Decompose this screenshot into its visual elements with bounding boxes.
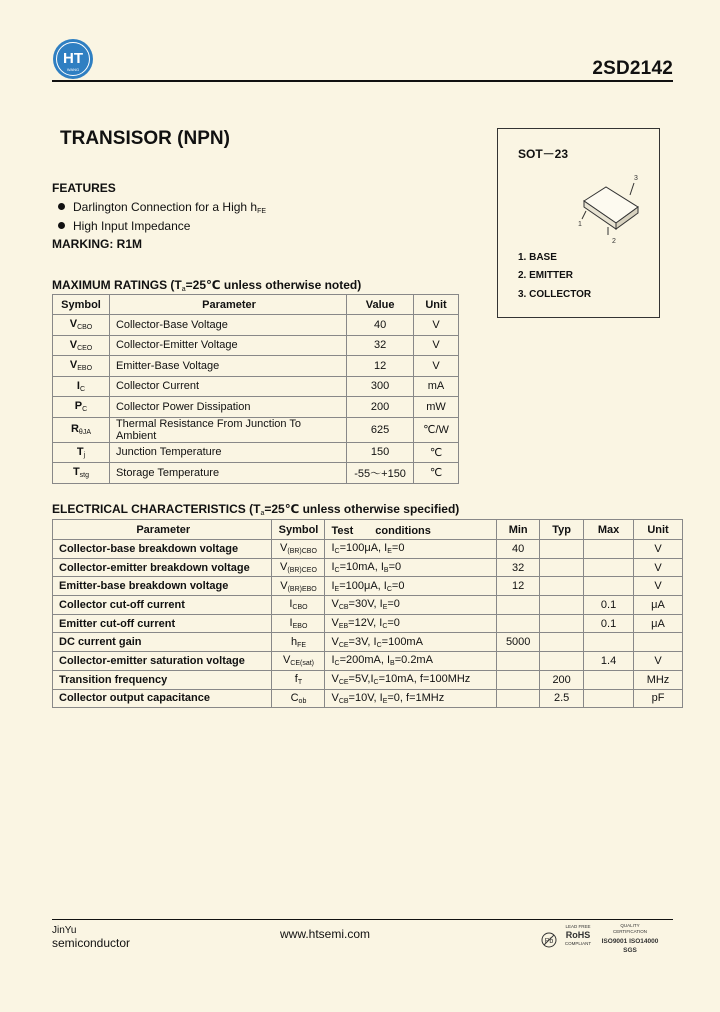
typ-cell	[540, 633, 584, 652]
condition-cell: $V_{EB}=12V$, $I_C=0$	[325, 614, 497, 633]
max-cell	[584, 577, 634, 596]
unit-cell: V	[414, 356, 459, 377]
package-name: SOT－23	[518, 147, 569, 161]
unit-cell: MHz	[634, 670, 683, 689]
symbol-cell: $V_{CE(sat)}$	[272, 652, 325, 671]
table-row	[53, 356, 459, 377]
unit-cell: ℃/W	[414, 417, 459, 442]
table-row	[53, 463, 459, 484]
feature-text: Darlington Connection for a High h	[73, 200, 258, 214]
electrical-heading: ELECTRICAL CHARACTERISTICS ($T_a=25℃$ unless otherwise specified)	[52, 502, 460, 517]
features-heading: FEATURES	[52, 181, 116, 195]
symbol-cell: $V_{CEO}$	[53, 335, 110, 356]
feature-item	[58, 200, 266, 215]
condition-cell: $I_C=200mA$, $I_B=0.2mA$	[325, 652, 497, 671]
symbol-cell: $I_C$	[53, 376, 110, 397]
symbol-cell: $C_{ob}$	[272, 689, 325, 708]
table-row	[53, 335, 459, 356]
symbol-cell: $T_{stg}$	[53, 463, 110, 484]
table-row	[53, 376, 459, 397]
symbol-cell: $P_C$	[53, 397, 110, 418]
column-header: Symbol	[53, 295, 110, 315]
table-row	[53, 540, 683, 559]
footer-divider	[52, 919, 673, 920]
pin-number-1: 1	[578, 221, 582, 228]
symbol-cell: $T_j$	[53, 442, 110, 463]
symbol-cell: $V_{(BR)CBO}$	[272, 540, 325, 559]
table-row	[53, 315, 459, 336]
page-title: TRANSISOR (NPN)	[60, 128, 230, 149]
value-cell: -55～+150	[347, 463, 414, 484]
website-link[interactable]: www.htsemi.com	[280, 927, 371, 941]
bullet-icon	[58, 222, 65, 229]
svg-text:QUALITY: QUALITY	[620, 923, 640, 928]
unit-cell: V	[414, 335, 459, 356]
symbol-cell: $I_{CBO}$	[272, 596, 325, 615]
pin-label-collector: 3. COLLECTOR	[518, 289, 592, 300]
max-cell: 0.1	[584, 614, 634, 633]
column-header: Value	[347, 295, 414, 315]
certification-marks	[540, 922, 670, 954]
svg-text:CERTIFICATION: CERTIFICATION	[612, 929, 648, 934]
pin-label-emitter: 2. EMITTER	[518, 270, 574, 281]
max-cell	[584, 689, 634, 708]
symbol-cell: $R_{\theta JA}$	[53, 417, 110, 442]
sot23-package-drawing	[576, 169, 648, 249]
parameter-cell: Collector-Emitter Voltage	[109, 335, 346, 356]
value-cell: 32	[347, 335, 414, 356]
column-header: Min	[497, 520, 540, 540]
symbol-cell: $V_{EBO}$	[53, 356, 110, 377]
unit-cell: V	[634, 652, 683, 671]
unit-cell: V	[634, 577, 683, 596]
parameter-cell: Emitter-Base Voltage	[109, 356, 346, 377]
table-header-row	[53, 295, 459, 315]
symbol-cell: $V_{(BR)CEO}$	[272, 558, 325, 577]
min-cell	[497, 596, 540, 615]
table-row	[53, 397, 459, 418]
unit-cell: μA	[634, 614, 683, 633]
feature-subscript: FE	[257, 208, 267, 215]
value-cell: 625	[347, 417, 414, 442]
symbol-cell: $V_{CBO}$	[53, 315, 110, 336]
condition-cell: $I_E=100\mu A$, $I_C=0$	[325, 577, 497, 596]
unit-cell: μA	[634, 596, 683, 615]
min-cell: 5000	[497, 633, 540, 652]
parameter-cell: DC current gain	[53, 633, 272, 652]
symbol-cell: $f_T$	[272, 670, 325, 689]
column-header: Symbol	[272, 520, 325, 540]
max-cell	[584, 670, 634, 689]
sgs-mark: SGS	[623, 947, 637, 954]
max-cell: 1.4	[584, 652, 634, 671]
unit-cell: ℃	[414, 442, 459, 463]
column-header: Parameter	[109, 295, 346, 315]
value-cell: 200	[347, 397, 414, 418]
condition-cell: $V_{CB}=10V$, $I_E=0$, f=1MHz	[325, 689, 497, 708]
column-header: Unit	[634, 520, 683, 540]
table-row	[53, 442, 459, 463]
bullet-icon	[58, 203, 65, 210]
condition-cell: $V_{CB}=30V$, $I_E=0$	[325, 596, 497, 615]
table-row	[53, 577, 683, 596]
electrical-table	[52, 519, 683, 708]
typ-cell	[540, 652, 584, 671]
unit-cell: V	[634, 558, 683, 577]
table-row	[53, 670, 683, 689]
parameter-cell: Transition frequency	[53, 670, 272, 689]
table-row	[53, 596, 683, 615]
symbol-cell: $h_{FE}$	[272, 633, 325, 652]
condition-cell: $V_{CE}=3V$, $I_C=100mA$	[325, 633, 497, 652]
pin-label-base: 1. BASE	[518, 252, 557, 263]
min-cell	[497, 652, 540, 671]
parameter-cell: Collector-base breakdown voltage	[53, 540, 272, 559]
column-header: Typ	[540, 520, 584, 540]
parameter-cell: Emitter-base breakdown voltage	[53, 577, 272, 596]
header-divider	[52, 80, 673, 82]
table-row	[53, 558, 683, 577]
feature-text: High Input Impedance	[73, 219, 191, 233]
parameter-cell: Collector-emitter breakdown voltage	[53, 558, 272, 577]
typ-cell	[540, 558, 584, 577]
typ-cell	[540, 577, 584, 596]
package-box	[497, 128, 660, 318]
parameter-cell: Collector-emitter saturation voltage	[53, 652, 272, 671]
company-logo	[52, 38, 94, 80]
column-header: Test conditions	[325, 520, 497, 540]
table-row	[53, 633, 683, 652]
parameter-cell: Thermal Resistance From Junction To Ambient	[109, 417, 346, 442]
company-name: JinYu	[52, 925, 77, 936]
max-cell: 0.1	[584, 596, 634, 615]
min-cell: 12	[497, 577, 540, 596]
condition-cell: $V_{CE}=5V,I_C=10mA$, f=100MHz	[325, 670, 497, 689]
value-cell: 300	[347, 376, 414, 397]
condition-cell: $I_C=10mA$, $I_B=0$	[325, 558, 497, 577]
condition-cell: $I_C=100\mu A$, $I_E=0$	[325, 540, 497, 559]
column-header: Max	[584, 520, 634, 540]
table-row	[53, 614, 683, 633]
table-row	[53, 689, 683, 708]
max-cell	[584, 633, 634, 652]
typ-cell	[540, 596, 584, 615]
min-cell	[497, 689, 540, 708]
svg-text:COMPLIANT: COMPLIANT	[564, 941, 592, 946]
unit-cell: ℃	[414, 463, 459, 484]
logo-subtext: WANG	[66, 67, 80, 72]
parameter-cell: Collector-Base Voltage	[109, 315, 346, 336]
value-cell: 40	[347, 315, 414, 336]
marking-label: MARKING: R1M	[52, 237, 142, 251]
parameter-cell: Collector Power Dissipation	[109, 397, 346, 418]
logo-text: HT	[63, 50, 83, 67]
typ-cell	[540, 614, 584, 633]
min-cell: 32	[497, 558, 540, 577]
column-header: Unit	[414, 295, 459, 315]
value-cell: 150	[347, 442, 414, 463]
parameter-cell: Collector output capacitance	[53, 689, 272, 708]
table-header-row	[53, 520, 683, 540]
feature-item	[58, 219, 190, 233]
table-row	[53, 652, 683, 671]
rohs-mark: RoHS	[565, 930, 591, 940]
pin-number-3: 3	[634, 175, 638, 182]
max-ratings-table	[52, 294, 459, 484]
parameter-cell: Emitter cut-off current	[53, 614, 272, 633]
typ-cell: 200	[540, 670, 584, 689]
parameter-cell: Storage Temperature	[109, 463, 346, 484]
typ-cell: 2.5	[540, 689, 584, 708]
unit-cell: pF	[634, 689, 683, 708]
part-number: 2SD2142	[592, 58, 673, 79]
unit-cell: V	[414, 315, 459, 336]
value-cell: 12	[347, 356, 414, 377]
symbol-cell: $V_{(BR)EBO}$	[272, 577, 325, 596]
unit-cell: V	[634, 540, 683, 559]
min-cell	[497, 670, 540, 689]
symbol-cell: $I_{EBO}$	[272, 614, 325, 633]
min-cell	[497, 614, 540, 633]
iso-mark: ISO9001 ISO14000	[601, 938, 659, 945]
max-cell	[584, 558, 634, 577]
pin-number-2: 2	[612, 238, 616, 245]
company-subtitle: semiconductor	[52, 936, 131, 950]
parameter-cell: Junction Temperature	[109, 442, 346, 463]
table-row	[53, 417, 459, 442]
typ-cell	[540, 540, 584, 559]
min-cell: 40	[497, 540, 540, 559]
svg-text:LEAD FREE: LEAD FREE	[565, 924, 591, 929]
parameter-cell: Collector Current	[109, 376, 346, 397]
unit-cell: mA	[414, 376, 459, 397]
pb-free-icon: Pb	[544, 938, 554, 945]
max-ratings-heading: MAXIMUM RATINGS ($T_a=25℃$ unless otherwise noted)	[52, 278, 362, 293]
max-cell	[584, 540, 634, 559]
unit-cell: mW	[414, 397, 459, 418]
unit-cell	[634, 633, 683, 652]
column-header: Parameter	[53, 520, 272, 540]
parameter-cell: Collector cut-off current	[53, 596, 272, 615]
